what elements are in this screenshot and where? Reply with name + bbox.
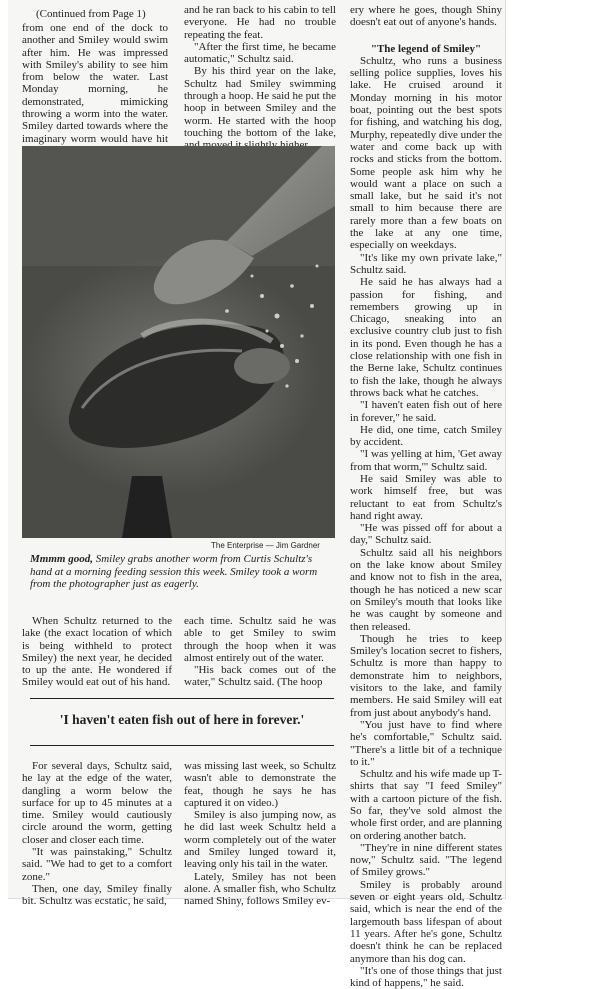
paragraph: For several days, Schultz said, he lay at the edge of the water, dangling a worm below the surface for up to 45 minutes at a time. Smiley would cautiously circle around the worm, getting closer and closer each time. xyxy=(22,760,172,846)
continued-line: (Continued from Page 1) xyxy=(36,8,146,20)
paragraph: "You just have to find where he's comfortable," Schultz said. "There's a little bit of a technique to it." xyxy=(350,718,502,768)
paragraph: He said Smiley was able to work himself free, but was reluctant to eat from Schultz's hand right away. xyxy=(350,472,502,522)
paragraph: "He was pissed off for about a day," Schultz said. xyxy=(350,522,502,547)
paragraph: and he ran back to his cabin to tell everyone. He had no trouble repeating the feat. xyxy=(184,4,336,41)
caption-text: Smiley grabs another worm from Curtis Schultz's hand at a morning feeding session this week. Smiley took a worm from the photographer just as eagerly. xyxy=(30,553,318,590)
paragraph: from one end of the dock to another and Smiley would swim after him. He was impressed with Smiley's ability to see him from below the water. Last Monday morning, he demonstrated, mimicking throwing a worm into the water. Smiley darted towards where the imaginary worm would have hit xyxy=(22,22,168,145)
paragraph: "It was painstaking," Schultz said. "We had to get to a comfort zone." xyxy=(22,846,172,883)
paragraph: Though he tries to keep Smiley's location secret to fishers, Schultz is more than happy to demonstrate him to neighbors, visitors to the lake, and family members. He said Smiley will eat from just about anybody's hand. xyxy=(350,632,502,719)
paragraph: He did, one time, catch Smiley by accident. xyxy=(350,423,502,449)
pull-quote-bottom-rule xyxy=(30,745,334,746)
subheading: "The legend of Smiley" xyxy=(370,42,482,55)
paragraph: Schultz, who runs a business selling police supplies, loves his lake. He cruised around it Monday morning in his motor boat, pointing out the best spots for fishing, and watching his dog, Murphy, repeatedly dive under the water and come back up with rocks and sticks from the bottom. Some people ask him why he would want a place on such a small lake, but he said it's not small to him because there are rarely more than a few boats on the lake at any one time, especially on weekdays. xyxy=(350,54,502,252)
paragraph: "I haven't eaten fish out of here in forever," he said. xyxy=(350,399,502,424)
photo-illustration xyxy=(22,146,335,538)
paragraph: ery where he goes, though Shiny doesn't eat out of anyone's hands. xyxy=(350,4,502,29)
paragraph: Schultz said all his neighbors on the lake know about Smiley and know not to fish in the area, though he has noticed a new scar on Smiley's mouth that looks like he was caught by someone and then released. xyxy=(350,546,502,633)
paragraph: By his third year on the lake, Schultz had Smiley swimming through a hoop. He said he put the hoop in between Smiley and the worm. He started with the hoop touching the bottom of the lake, xyxy=(184,65,336,139)
photo-caption xyxy=(30,553,330,591)
paragraph: "It's one of those things that just kind of happens," he said. xyxy=(350,964,502,989)
column-5 xyxy=(184,615,336,689)
paragraph: was missing last week, so Schultz wasn't able to demonstrate the feat, though he says he has captured it on video.) xyxy=(184,760,336,809)
paragraph: When Schultz returned to the lake (the exact location of which is being withheld to protect Smiley) the next year, he decided to up the ante. He wondered if Smiley would eat out of his hand. xyxy=(22,615,172,689)
pull-quote-top-rule xyxy=(30,698,334,699)
pull-quote: 'I haven't eaten fish out of here in forever.' xyxy=(59,712,305,727)
column-2 xyxy=(184,4,336,152)
column-1 xyxy=(22,22,168,157)
column-6 xyxy=(22,760,172,908)
column-7 xyxy=(184,760,336,908)
column-4 xyxy=(22,615,172,689)
fish-feeding-photo xyxy=(22,146,335,538)
paragraph: Then, one day, Smiley finally bit. Schultz was ecstatic, he said, xyxy=(22,882,172,908)
paragraph: Smiley is also jumping now, as he did last week Schultz held a worm completely out of the water and Smiley lunged toward it, leaving only his tail in the water. xyxy=(184,809,336,871)
photo-credit: The Enterprise — Jim Gardner xyxy=(211,541,320,550)
paragraph: He said he has always had a passion for fishing, and remembers growing up in Chicago, sneaking into an exclusive country club just to fish in its pond. Even though he has a close relationship with one fish in the Berne lake, Schultz continues to fish the lake, though he always throws back what he catches. xyxy=(350,276,502,399)
column-3 xyxy=(350,4,502,989)
paragraph: "After the first time, he became automatic," Schultz said. xyxy=(184,40,336,66)
paragraph: "His back comes out of the water," Schultz said. (The hoop xyxy=(184,664,336,689)
fish-mouth-shape xyxy=(234,348,290,384)
paragraph: "I was yelling at him, 'Get away from that worm,'" Schultz said. xyxy=(350,448,502,473)
paragraph: each time. Schultz said he was able to get Smiley to swim through the hoop when it was almost entirely out of the water. xyxy=(184,615,336,664)
paragraph: Smiley is probably around seven or eight years old, Schultz said, which is near the end of the largemouth bass lifespan of about 11 years. After he's gone, Schultz doesn't think he can be replaced anymore than his dog can. xyxy=(350,878,502,965)
paragraph: "It's like my own private lake," Schultz said. xyxy=(350,251,502,276)
paragraph: Schultz and his wife made up T-shirts that say "I feed Smiley" with a cartoon picture of the fish. So far, they've sold almost the whole first order, and are planning on ordering another batch. xyxy=(350,768,502,842)
paragraph: Lately, Smiley has not been alone. A smaller fish, who Schultz named Shiny, follows Smiley ev- xyxy=(184,870,336,908)
newspaper-clipping xyxy=(8,0,506,989)
caption-lead: Mmmm good, xyxy=(30,553,93,565)
paragraph: "They're in nine different states now," Schultz said. "The legend of Smiley grows." xyxy=(350,841,502,879)
